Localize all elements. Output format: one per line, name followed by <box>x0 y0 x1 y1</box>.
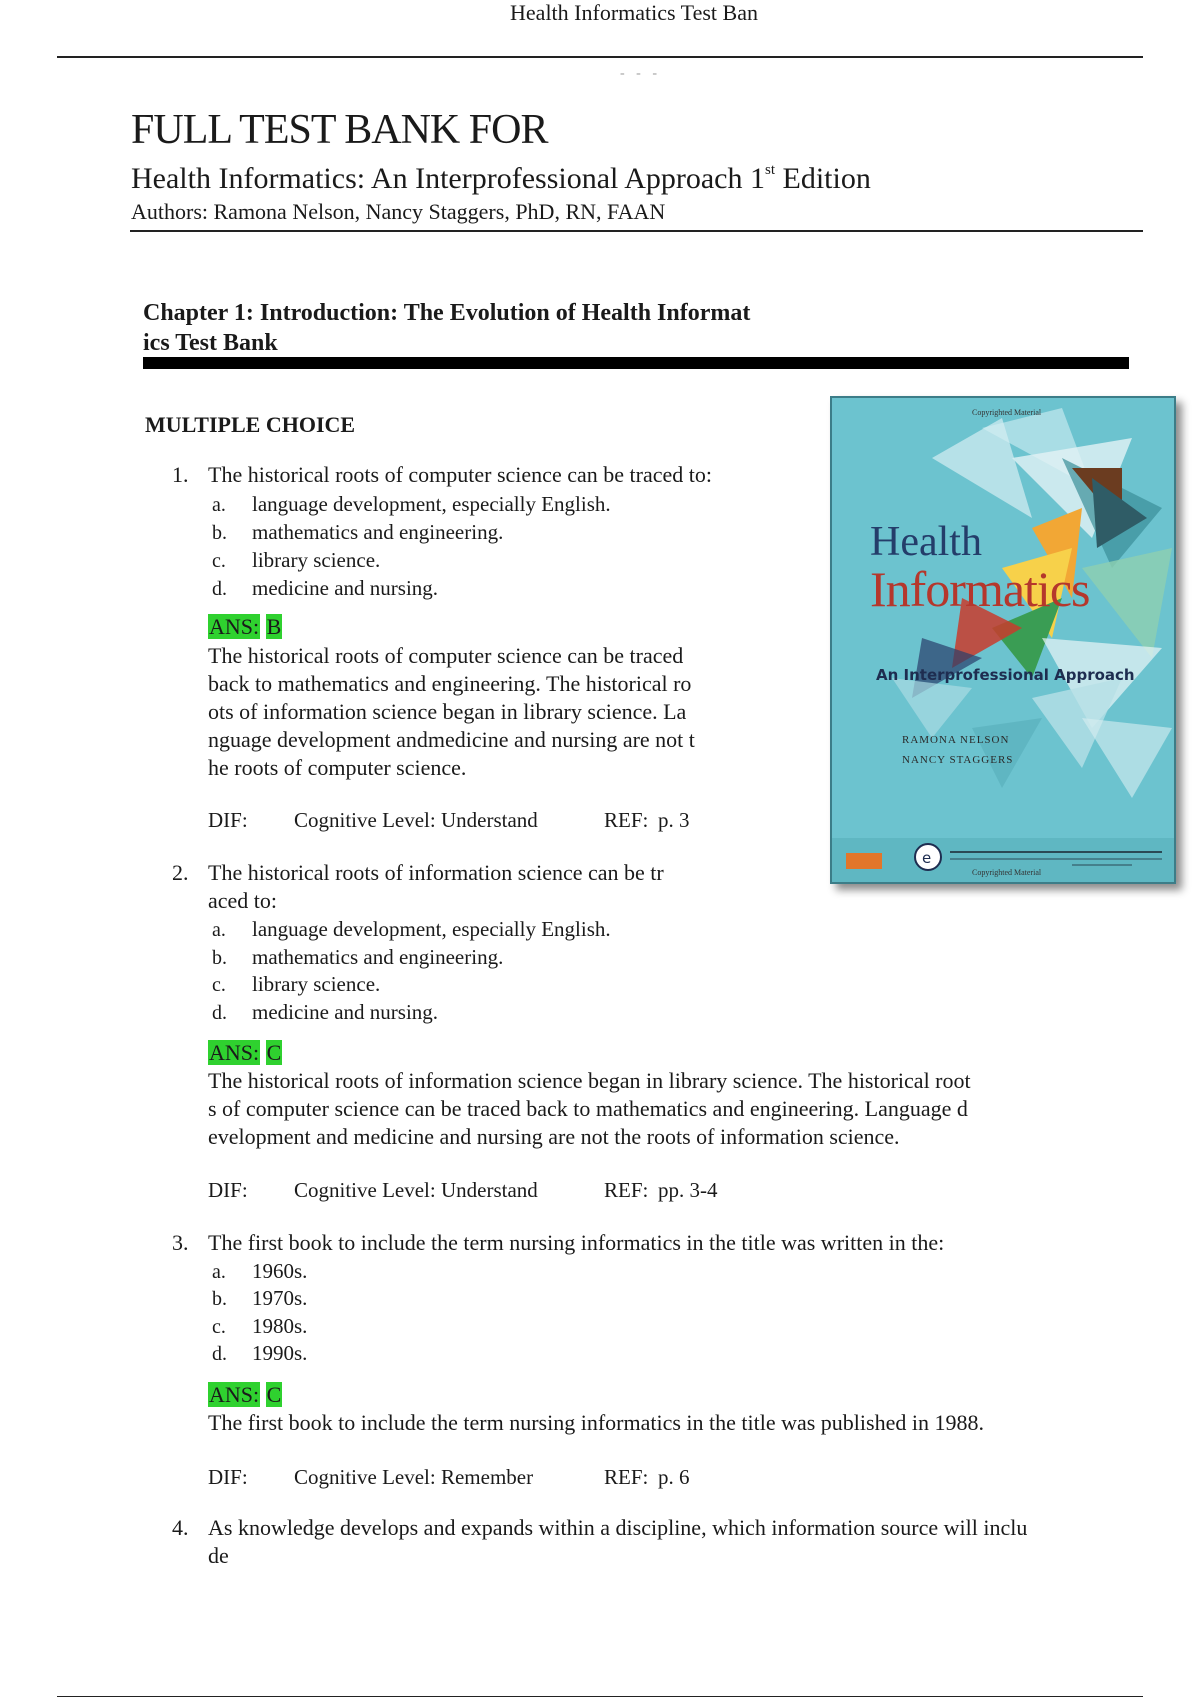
option-text: language development, especially English. <box>252 492 611 516</box>
edition-superscript: st <box>764 162 775 178</box>
ref-value: p. 3 <box>658 808 690 832</box>
question-text-line: de <box>208 1543 229 1568</box>
option-letter: b. <box>212 1288 227 1310</box>
rationale-line: ots of information science began in library science. La <box>208 699 687 724</box>
cover-artwork <box>832 398 1174 882</box>
rationale-line: nguage development andmedicine and nursing are not t <box>208 727 695 752</box>
question-text <box>208 859 664 915</box>
answer-option <box>212 490 611 519</box>
dif-value: Cognitive Level: Understand <box>294 1178 538 1202</box>
cover-subtitle: An Interprofessional Approach <box>876 666 1135 684</box>
book-title-prefix: Health Informatics: An Interprofessional Approach 1 <box>131 162 765 195</box>
answer-option <box>212 970 380 999</box>
question-number: 1. <box>172 462 189 487</box>
answer-value: B <box>266 614 282 639</box>
title-rule <box>130 230 1143 232</box>
answer-key <box>208 1382 282 1408</box>
answer-rationale <box>208 642 695 782</box>
ref-value: p. 6 <box>658 1465 690 1489</box>
ref-label: REF: <box>604 808 649 832</box>
option-text: library science. <box>252 548 381 572</box>
answer-value: C <box>266 1382 282 1407</box>
document-title: FULL TEST BANK FOR <box>131 107 548 153</box>
cover-bottom-note: Copyrighted Material <box>972 868 1042 877</box>
rationale-line: s of computer science can be traced back to mathematics and engineering. Language d <box>208 1096 968 1121</box>
answer-label: ANS: <box>209 1382 260 1407</box>
option-letter: b. <box>212 947 227 969</box>
question-number: 3. <box>172 1230 189 1255</box>
option-text: 1990s. <box>252 1341 308 1365</box>
option-letter: d. <box>212 1343 227 1365</box>
option-letter: c. <box>212 550 226 572</box>
answer-option <box>212 546 380 575</box>
option-letter: a. <box>212 919 226 941</box>
dif-label: DIF: <box>208 808 248 832</box>
section-heading: MULTIPLE CHOICE <box>145 412 356 437</box>
book-title <box>131 162 871 196</box>
ref-label: REF: <box>604 1465 649 1489</box>
ref-value: pp. 3-4 <box>658 1178 718 1202</box>
difficulty-line <box>208 808 690 833</box>
question-text <box>208 1514 1027 1570</box>
option-letter: a. <box>212 1261 226 1283</box>
ref-label: REF: <box>604 1178 649 1202</box>
difficulty-line <box>208 1178 718 1203</box>
option-letter: a. <box>212 494 226 516</box>
question-text: The historical roots of computer science can be traced to: <box>208 462 712 487</box>
footer-rule <box>57 1696 1143 1697</box>
svg-text:e: e <box>922 849 932 867</box>
rationale-line: The historical roots of information science began in library science. The historical root <box>208 1068 971 1093</box>
option-text: language development, especially English. <box>252 917 611 941</box>
answer-option <box>212 943 503 972</box>
answer-option <box>212 574 438 603</box>
cover-top-note: Copyrighted Material <box>972 408 1042 417</box>
rationale-line: evelopment and medicine and nursing are not the roots of information science. <box>208 1124 900 1149</box>
answer-label: ANS: <box>209 614 260 639</box>
rationale-line: back to mathematics and engineering. The historical ro <box>208 671 692 696</box>
question-number: 4. <box>172 1515 189 1540</box>
question-number: 2. <box>172 860 189 885</box>
running-header: Health Informatics Test Ban <box>510 0 758 25</box>
option-text: 1960s. <box>252 1259 308 1283</box>
option-letter: b. <box>212 522 227 544</box>
chapter-heading <box>143 298 863 358</box>
chapter-heading-line1: Chapter 1: Introduction: The Evolution of Health Informat <box>143 300 751 326</box>
book-title-suffix: Edition <box>775 162 871 195</box>
option-text: 1980s. <box>252 1314 308 1338</box>
answer-option <box>212 1257 307 1286</box>
rationale-line: The historical roots of computer science can be traced <box>208 643 684 668</box>
cover-title-informatics: Informatics <box>870 561 1090 617</box>
dif-value: Cognitive Level: Remember <box>294 1465 534 1489</box>
answer-option <box>212 1312 307 1341</box>
option-letter: c. <box>212 974 226 996</box>
question-text-line: As knowledge develops and expands within a discipline, which information source will inclu <box>208 1515 1028 1540</box>
header-rule <box>57 56 1143 58</box>
option-letter: d. <box>212 578 227 600</box>
book-cover-image <box>830 396 1176 884</box>
dif-label: DIF: <box>208 1178 248 1202</box>
page-ellipsis: - - - <box>620 66 661 81</box>
answer-option <box>212 518 503 547</box>
option-letter: d. <box>212 1002 227 1024</box>
option-text: medicine and nursing. <box>252 576 439 600</box>
answer-value: C <box>266 1040 282 1065</box>
answer-option <box>212 1339 307 1368</box>
option-text: 1970s. <box>252 1286 308 1310</box>
question-text-line: aced to: <box>208 888 278 913</box>
answer-rationale <box>208 1067 971 1151</box>
option-letter: c. <box>212 1316 226 1338</box>
cover-author-2: NANCY STAGGERS <box>902 754 1014 766</box>
answer-key <box>208 614 282 640</box>
rationale-line: The first book to include the term nursing informatics in the title was published in 1988. <box>208 1410 984 1435</box>
option-text: mathematics and engineering. <box>252 945 504 969</box>
answer-label: ANS: <box>209 1040 260 1065</box>
cover-author-1: RAMONA NELSON <box>902 734 1010 746</box>
option-text: library science. <box>252 972 381 996</box>
answer-rationale <box>208 1409 984 1437</box>
question-text: The first book to include the term nursing informatics in the title was written in the: <box>208 1230 945 1255</box>
answer-option <box>212 1284 307 1313</box>
chapter-divider <box>143 357 1129 369</box>
answer-option <box>212 998 438 1027</box>
option-text: medicine and nursing. <box>252 1000 439 1024</box>
question-text-line: The historical roots of information science can be tr <box>208 860 664 885</box>
dif-label: DIF: <box>208 1465 248 1489</box>
difficulty-line <box>208 1465 690 1490</box>
option-text: mathematics and engineering. <box>252 520 504 544</box>
rationale-line: he roots of computer science. <box>208 755 467 780</box>
cover-title-health: Health <box>870 519 982 565</box>
authors-line: Authors: Ramona Nelson, Nancy Staggers, PhD, RN, FAAN <box>131 199 666 224</box>
chapter-heading-line2: ics Test Bank <box>143 330 278 356</box>
answer-option <box>212 915 611 944</box>
dif-value: Cognitive Level: Understand <box>294 808 538 832</box>
answer-key <box>208 1040 282 1066</box>
